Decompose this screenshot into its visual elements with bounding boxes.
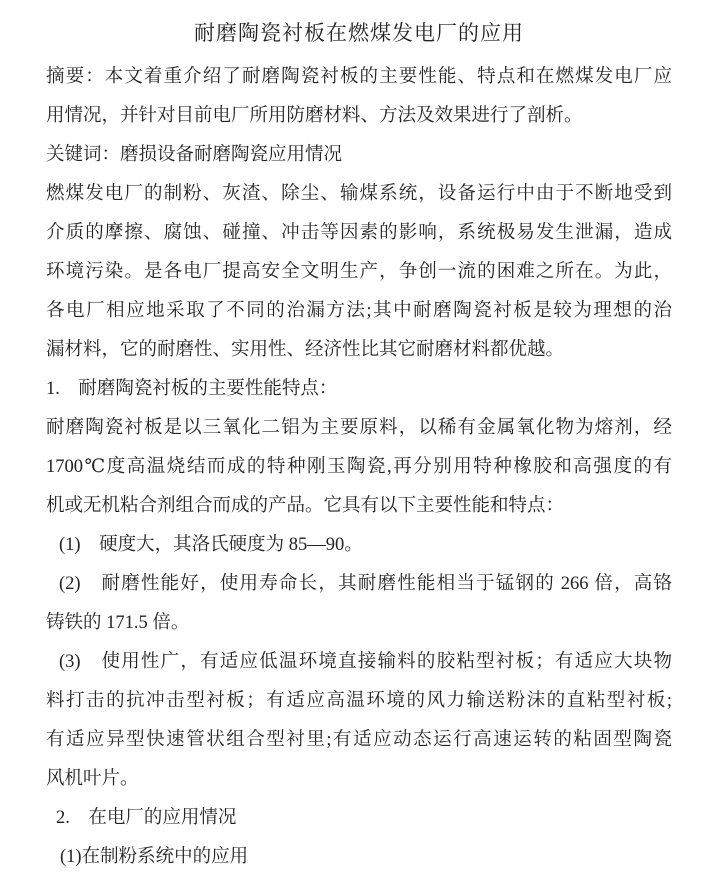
text-line: 关键词：磨损设备耐磨陶瓷应用情况 (46, 145, 343, 165)
text-line: 机或无机粘合剂组合而成的产品。它具有以下主要性能和特点： (46, 496, 565, 516)
text-line: (1)在制粉系统中的应用 (60, 847, 249, 867)
text-line: 1700℃度高温烧结而成的特种刚玉陶瓷,再分别用特种橡胶和高强度的有 (46, 457, 672, 477)
text-line: 耐磨陶瓷衬板是以三氧化二铝为主要原料，以稀有金属氧化物为熔剂，经 (46, 418, 672, 438)
text-line: 摘要：本文着重介绍了耐磨陶瓷衬板的主要性能、特点和在燃煤发电厂应 (46, 67, 672, 87)
text-line: 风机叶片。 (46, 769, 139, 789)
text-line: 各电厂相应地采取了不同的治漏方法;其中耐磨陶瓷衬板是较为理想的治 (46, 301, 672, 321)
text-line: 有适应异型快速管状组合型衬里;有适应动态运行高速运转的粘固型陶瓷 (46, 730, 672, 750)
text-line: 1. 耐磨陶瓷衬板的主要性能特点： (46, 379, 338, 399)
document-body (46, 58, 672, 877)
text-line: 2. 在电厂的应用情况 (56, 808, 237, 828)
text-line: (1) 硬度大，其洛氏硬度为 85—90。 (59, 535, 363, 555)
document-title: 耐磨陶瓷衬板在燃煤发电厂的应用 (194, 21, 524, 45)
text-line: 环境污染。是各电厂提高安全文明生产，争创一流的困难之所在。为此， (46, 262, 672, 282)
text-line: 铸铁的 171.5 倍。 (46, 613, 190, 633)
text-line: 介质的摩擦、腐蚀、碰撞、冲击等因素的影响，系统极易发生泄漏，造成 (46, 223, 672, 243)
text-line: 漏材料，它的耐磨性、实用性、经济性比其它耐磨材料都优越。 (46, 340, 565, 360)
text-line: (2) 耐磨性能好，使用寿命长，其耐磨性能相当于锰钢的 266 倍，高铬 (59, 574, 672, 594)
text-line: (3) 使用性广，有适应低温环境直接输料的胶粘型衬板；有适应大块物 (59, 652, 672, 672)
text-line: 用情况，并针对目前电厂所用防磨材料、方法及效果进行了剖析。 (46, 106, 583, 126)
text-line: 料打击的抗冲击型衬板；有适应高温环境的风力输送粉沫的直粘型衬板; (46, 691, 672, 711)
text-line: 燃煤发电厂的制粉、灰渣、除尘、输煤系统，设备运行中由于不断地受到 (46, 184, 672, 204)
